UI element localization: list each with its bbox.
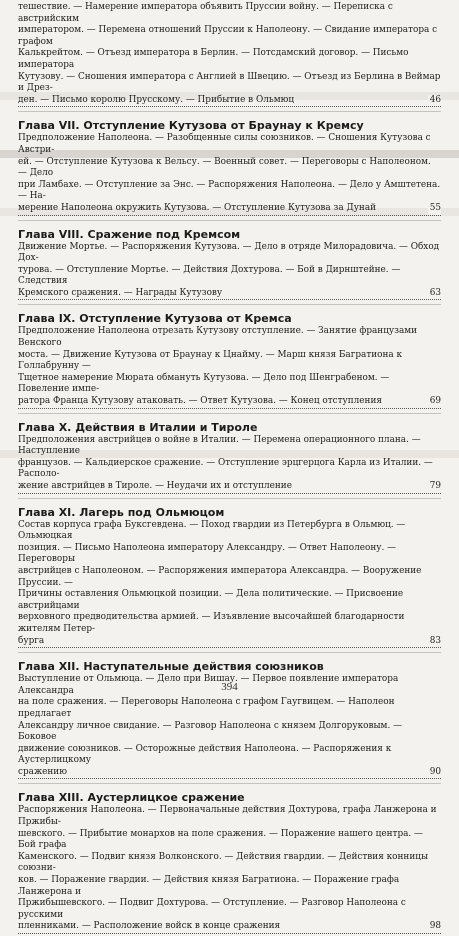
page-ref: 46 [429,94,441,105]
toc-line-text: пленниками. — Расположение войск в конце сражения [18,921,281,932]
chapter-title: Глава VII. Отступление Кутузова от Браунау к Кремсу [18,119,364,133]
toc-line [18,203,441,216]
page-ref: 98 [429,921,441,932]
chapter-13 [18,791,441,934]
toc-line [18,767,441,780]
divider [18,413,441,414]
chapter-title: Глава IX. Отступление Кутузова от Кремса [18,312,292,326]
page-ref: 63 [429,287,441,298]
toc-line: позиция. — Письмо Наполеона императору Александру. — Ответ Наполеону. — Переговоры [18,542,396,565]
toc-line: Причины оставления Ольмюцкой позиции. — Дела политические. — Присвоение австрийцами [18,589,404,611]
toc-line: австрийцев с Наполеоном. — Распоряжения императора Александра. — Вооружение Пруссии. — [18,565,422,588]
toc-line: при Ламбахе. — Отступление за Энс. — Распоряжения Наполеона. — Дело у Амштетена. — На- [18,179,441,202]
chapter-10 [18,421,441,494]
toc-line: французов. — Кальдиерское сражение. — Отступление эрцгерцога Карла из Италии. — Располо- [18,457,433,480]
toc-line: Калькрейтом. — Отъезд императора в Берлин. — Потсдамский договор. — Письмо императора [18,48,409,70]
divider [18,652,441,653]
chapter-title: Глава XII. Наступательные действия союзников [18,660,324,674]
divider [18,220,441,221]
toc-line: на поле сражения. — Переговоры Наполеона с графом Гаугвицем. — Наполеон предлагает [18,697,395,719]
toc-line [18,396,441,409]
chapter-title: Глава XIII. Аустерлицкое сражение [18,791,245,805]
toc-line: тешествие. — Намерение императора объявить Пруссии войну. — Переписка с австрийским [18,2,393,24]
toc-content [18,2,441,936]
divider [18,783,441,784]
toc-line: верховного предводительства армией. — Изъявление высочайшей благодарности жителям Петер- [18,612,405,634]
toc-line: Распоряжения Наполеона. — Первоначальные действия Дохтурова, графа Ланжерона и Пржибы- [18,805,437,828]
toc-line: Александру личное свидание. — Разговор Наполеона с князем Долгоруковым. — Боковое [18,720,402,743]
toc-line: Предположение Наполеона. — Разобщенные силы союзников. — Сношения Кутузова с Австри- [18,133,431,155]
toc-line: императором. — Перемена отношений Пруссии к Наполеону. — Свидание императора с графом [18,25,438,47]
toc-line-text: бурга [18,635,45,646]
toc-line: Предположение Наполеона отрезать Кутузову отступление. — Занятие французами Венского [18,326,418,349]
toc-line: Пржибышевского. — Подвиг Дохтурова. — Отступление. — Разговор Наполеона с русскими [18,898,406,920]
toc-line: Выступление от Ольмюца. — Дело при Вишау. — Первое появление императора Александра [18,674,399,696]
toc-line: Тщетное намерение Мюрата обмануть Кутузова. — Дело под Шенграбеном. — Повеление импе- [18,372,390,395]
toc-line: Состав корпуса графа Буксгевдена. — Поход гвардии из Петербурга в Ольмюц. — Ольмюцкая [18,519,406,542]
toc-line [18,921,441,934]
divider [18,111,441,112]
chapter-title: Глава X. Действия в Италии и Тироле [18,420,258,434]
toc-line: Кутузову. — Сношения императора с Англией в Швецию. — Отъезд из Берлина в Веймар и Дрез- [18,71,441,94]
toc-line: шевского. — Прибытие монархов на поле сражения. — Поражение нашего центра. — Бой графа [18,828,423,851]
toc-line: турова. — Отступление Мортье. — Действия Дохтурова. — Бой в Дирнштейне. — Следствия [18,264,401,287]
top-block [18,2,441,107]
toc-line: Каменского. — Подвиг князя Волконского. — Действия гвардии. — Действия конницы союзни- [18,851,429,874]
toc-line-text: жение австрийцев в Тироле. — Неудачи их и отступление [18,481,292,491]
chapter-12 [18,660,441,779]
divider [18,498,441,499]
toc-line: Движение Мортье. — Распоряжения Кутузова. — Дело в отряде Милорадовича. — Обход Дох- [18,241,440,264]
toc-line: моста. — Движение Кутузова от Браунау к Цнайму. — Марш князя Багратиона к Голлабрунну — [18,349,403,372]
toc-line-text: мерение Наполеона окружить Кутузова. — Отступление Кутузова за Дунай [18,202,377,213]
toc-line: Предположения австрийцев о войне в Италии. — Перемена операционного плана. — Наступление [18,434,421,457]
page-ref: 69 [429,396,441,407]
page-ref: 55 [429,202,441,213]
toc-line: ков. — Поражение гвардии. — Действия князя Багратиона. — Поражение графа Ланжерона и [18,875,400,897]
toc-line-text: ратора Франца Кутузову атаковать. — Ответ Кутузова. — Конец отступления [18,396,382,407]
chapter-title: Глава XI. Лагерь под Ольмюцом [18,505,225,519]
chapter-9 [18,312,441,408]
page-ref: 79 [429,481,441,491]
divider [18,304,441,305]
toc-line: движение союзников. — Осторожные действия Наполеона. — Распоряжения к Аустерлицкому [18,743,392,766]
toc-line [18,636,441,649]
toc-line [18,95,441,108]
chapter-8 [18,228,441,301]
toc-line [18,288,441,301]
toc-line: ей. — Отступление Кутузова к Вельсу. — Военный совет. — Переговоры с Наполеоном. — Дело [18,156,431,179]
toc-line-text: Кремского сражения. — Награды Кутузову [18,287,223,298]
chapter-11 [18,506,441,649]
page-number: 394 [221,681,238,693]
chapter-7 [18,119,441,215]
page-ref: 90 [429,766,441,777]
chapter-title: Глава VIII. Сражение под Кремсом [18,227,241,241]
toc-line-text: сражению [18,766,67,777]
page-ref: 83 [429,635,441,646]
toc-line [18,481,441,494]
toc-line-text: ден. — Письмо королю Прусскому. — Прибытие в Ольмюц [18,94,295,105]
